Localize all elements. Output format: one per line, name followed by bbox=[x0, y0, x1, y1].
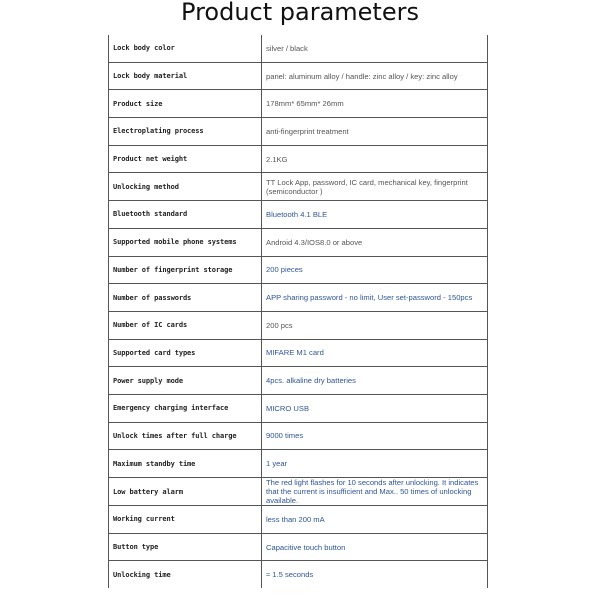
parameter-name: Button type bbox=[109, 533, 262, 561]
parameter-value: less than 200 mA bbox=[262, 506, 488, 534]
parameter-value: 200 pcs bbox=[262, 311, 488, 339]
parameter-value: silver / black bbox=[262, 35, 488, 62]
table-row bbox=[109, 35, 488, 62]
parameter-name: Low battery alarm bbox=[109, 478, 262, 506]
parameter-name: Number of passwords bbox=[109, 284, 262, 312]
table-row bbox=[109, 118, 488, 146]
parameters-table-body bbox=[109, 35, 488, 589]
parameter-value: 1 year bbox=[262, 450, 488, 478]
parameter-value: Bluetooth 4.1 BLE bbox=[262, 201, 488, 229]
bottom-margin bbox=[0, 588, 600, 600]
table-row bbox=[109, 450, 488, 478]
table-row bbox=[109, 201, 488, 229]
parameter-value: anti-fingerprint treatment bbox=[262, 118, 488, 146]
parameter-name: Number of fingerprint storage bbox=[109, 256, 262, 284]
parameter-name: Product net weight bbox=[109, 145, 262, 173]
parameters-table bbox=[108, 35, 488, 589]
parameter-value: MICRO USB bbox=[262, 394, 488, 422]
parameter-name: Supported mobile phone systems bbox=[109, 228, 262, 256]
table-row bbox=[109, 62, 488, 90]
table-row bbox=[109, 422, 488, 450]
parameter-name: Maximum standby time bbox=[109, 450, 262, 478]
table-row bbox=[109, 561, 488, 589]
page-title: Product parameters bbox=[181, 0, 419, 26]
parameter-name: Lock body color bbox=[109, 35, 262, 62]
table-row bbox=[109, 284, 488, 312]
parameter-name: Product size bbox=[109, 90, 262, 118]
table-row bbox=[109, 339, 488, 367]
parameter-name: Electroplating process bbox=[109, 118, 262, 146]
parameter-value: Android 4.3/IOS8.0 or above bbox=[262, 228, 488, 256]
parameter-value: 2.1KG bbox=[262, 145, 488, 173]
parameter-value: 4pcs. alkaline dry batteries bbox=[262, 367, 488, 395]
parameter-value: TT Lock App, password, IC card, mechanical key, fingerprint (semiconductor ) bbox=[262, 173, 488, 201]
table-row bbox=[109, 367, 488, 395]
table-row bbox=[109, 311, 488, 339]
parameter-name: Unlocking method bbox=[109, 173, 262, 201]
parameter-name: Emergency charging interface bbox=[109, 394, 262, 422]
parameter-value: ≈ 1.5 seconds bbox=[262, 561, 488, 589]
table-row bbox=[109, 478, 488, 506]
parameter-name: Bluetooth standard bbox=[109, 201, 262, 229]
table-row bbox=[109, 506, 488, 534]
parameter-name: Working current bbox=[109, 506, 262, 534]
table-row bbox=[109, 173, 488, 201]
parameter-name: Unlocking time bbox=[109, 561, 262, 589]
parameter-name: Power supply mode bbox=[109, 367, 262, 395]
parameter-value: 9000 times bbox=[262, 422, 488, 450]
parameter-value: APP sharing password - no limit, User set-password - 150pcs bbox=[262, 284, 488, 312]
table-row bbox=[109, 394, 488, 422]
table-row bbox=[109, 533, 488, 561]
table-row bbox=[109, 256, 488, 284]
table-row bbox=[109, 90, 488, 118]
parameter-value: 178mm* 65mm* 26mm bbox=[262, 90, 488, 118]
table-row bbox=[109, 145, 488, 173]
parameter-name: Number of IC cards bbox=[109, 311, 262, 339]
parameter-value: The red light flashes for 10 seconds after unlocking. It indicates that the current is insufficient and Max.. 50 times of unlocking available. bbox=[262, 478, 488, 506]
parameter-value: panel: aluminum alloy / handle: zinc alloy / key: zinc alloy bbox=[262, 62, 488, 90]
parameter-name: Lock body material bbox=[109, 62, 262, 90]
parameter-value: Capacitive touch button bbox=[262, 533, 488, 561]
parameter-value: MIFARE M1 card bbox=[262, 339, 488, 367]
parameter-name: Unlock times after full charge bbox=[109, 422, 262, 450]
parameter-value: 200 pieces bbox=[262, 256, 488, 284]
table-row bbox=[109, 228, 488, 256]
parameter-name: Supported card types bbox=[109, 339, 262, 367]
